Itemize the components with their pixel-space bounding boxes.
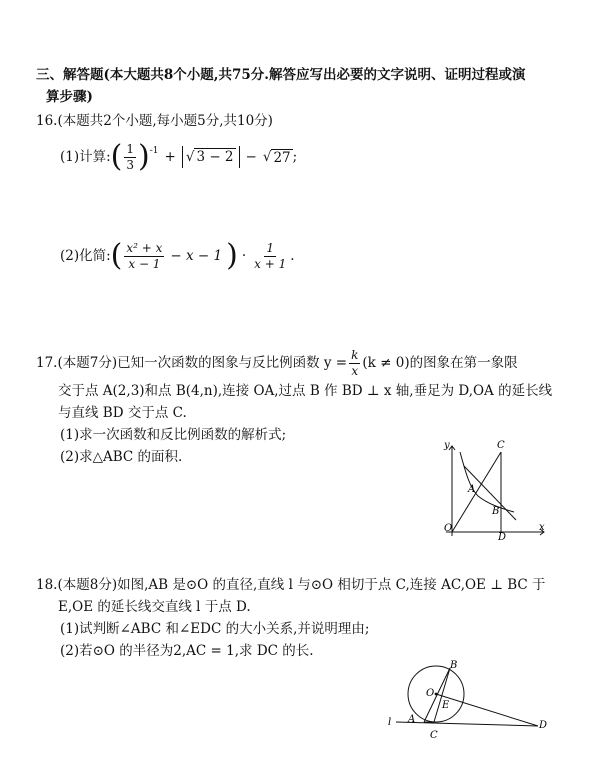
q17-line1-b: (k ≠ 0)的图象在第一象限: [362, 355, 518, 371]
tangent-line-l: [396, 722, 538, 726]
fig-label-y: y: [444, 440, 450, 451]
q16-heading: 16.(本题共2个小题,每小题5分,共10分): [36, 113, 273, 129]
q16-part1-fraction: [124, 142, 136, 173]
fraction-numerator: 1: [266, 240, 274, 255]
q16-part1-exponent: -1: [149, 146, 159, 156]
q16-part1-prefix: (1)计算:: [60, 149, 111, 165]
fig-label-b: B: [492, 506, 500, 517]
fig-label-c: C: [430, 730, 438, 741]
q17-line1-a: 17.(本题7分)已知一次函数的图象与反比例函数 y =: [36, 355, 348, 371]
q16-part2-fraction2: [252, 241, 288, 272]
q17-sub2: (2)求△ABC 的面积.: [60, 449, 183, 465]
fraction-numerator: k: [351, 347, 359, 362]
fig-label-b: B: [450, 660, 458, 671]
paren-left: (: [110, 139, 123, 174]
hyperbola-curve: [460, 452, 514, 512]
section-header-line2: 算步骤): [46, 89, 93, 105]
fraction-numerator: 1: [126, 141, 135, 156]
fig-label-o: O: [444, 523, 453, 534]
q17-sub1: (1)求一次函数和反比例函数的解析式;: [60, 427, 287, 443]
fig-label-l: l: [388, 717, 392, 728]
fig-label-e: E: [442, 700, 450, 711]
q18-figure: [386, 658, 556, 744]
q16-part1-absolute: [182, 146, 240, 168]
q16-part2: [60, 238, 295, 274]
minus-sign: −: [245, 149, 257, 165]
q18-line1: 18.(本题8分)如图,AB 是⊙O 的直径,直线 l 与⊙O 相切于点 C,连接 AC,OE ⊥ BC 于: [36, 577, 546, 593]
q16-part2-end: .: [290, 248, 295, 264]
q18-sub1: (1)试判断∠ABC 和∠EDC 的大小关系,并说明理由;: [60, 621, 370, 637]
line-od: [436, 694, 538, 726]
q17-fraction: [349, 348, 360, 379]
q17-line3: 与直线 BD 交于点 C.: [58, 405, 187, 421]
q16-part1-abs-content: 3 − 2: [196, 149, 234, 165]
paren-right: ): [138, 139, 150, 174]
sqrt-sign-icon: √: [185, 149, 195, 165]
plus-sign: +: [164, 149, 176, 165]
center-point: [435, 693, 438, 696]
dot-sign: ·: [241, 248, 247, 264]
fraction-numerator: x² + x: [126, 240, 163, 255]
q16-part1-end: ;: [292, 149, 298, 165]
fraction-denominator: x: [351, 363, 359, 378]
q18-line2: E,OE 的延长线交直线 l 于点 D.: [58, 599, 251, 615]
fig-label-x: x: [539, 522, 545, 533]
fig-label-d: D: [498, 532, 507, 541]
fig-label-a: A: [468, 484, 476, 495]
q18-sub2: (2)若⊙O 的半径为2,AC = 1,求 DC 的长.: [60, 643, 314, 659]
fraction-denominator: x + 1: [254, 256, 287, 271]
q16-part1: [60, 140, 297, 174]
q17-figure: [436, 436, 551, 541]
q17-line2: 交于点 A(2,3)和点 B(4,n),连接 OA,过点 B 作 BD ⊥ x 轴,垂足为 D,OA 的延长线: [58, 383, 553, 399]
q16-part2-fraction: [124, 241, 164, 272]
fraction-denominator: 3: [126, 157, 135, 172]
paren-left: (: [110, 238, 123, 273]
sqrt-sign-icon: √: [262, 149, 272, 165]
q17-line1: [36, 346, 518, 380]
line-oc: [452, 452, 501, 532]
q16-part2-prefix: (2)化简:: [60, 248, 111, 264]
fig-label-o: O: [426, 688, 435, 699]
q16-part1-root: 27: [273, 149, 291, 166]
fraction-denominator: x − 1: [128, 256, 161, 271]
fig-label-d: D: [539, 720, 548, 731]
fig-label-c: C: [497, 440, 505, 451]
fig-label-a: A: [408, 714, 416, 725]
q16-part2-mid: − x − 1: [170, 248, 223, 264]
section-header-line1: 三、解答题(本大题共8个小题,共75分.解答应写出必要的文字说明、证明过程或演: [36, 67, 526, 83]
paren-right: ): [226, 238, 238, 273]
